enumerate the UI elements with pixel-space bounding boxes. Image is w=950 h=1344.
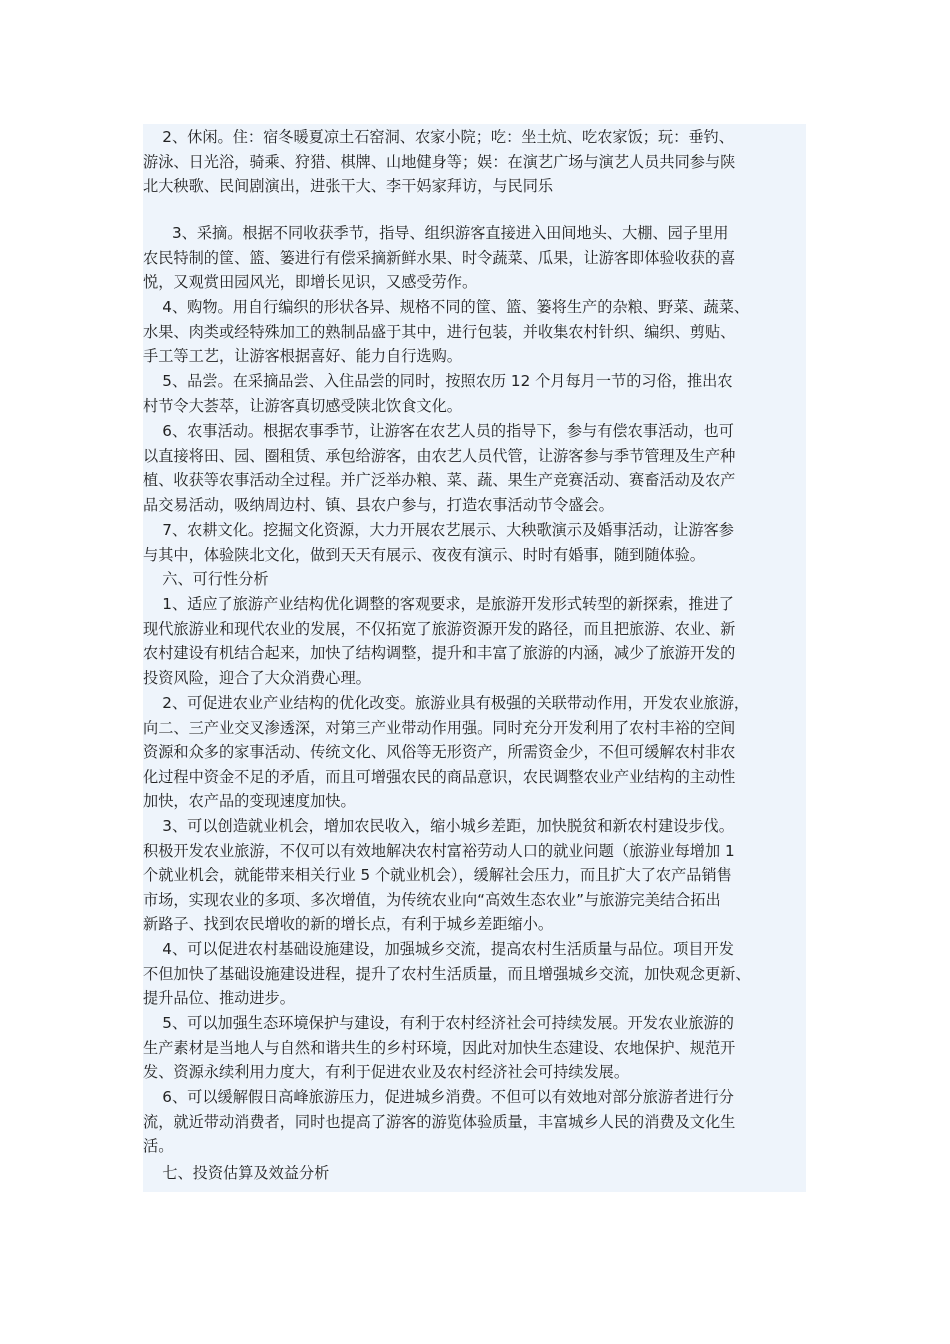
text-line: 5、可以加强生态环境保护与建设，有利于农村经济社会可持续发展。开发农业旅游的 xyxy=(143,1014,734,1032)
text-line: 2、休闲。住：宿冬暖夏凉土石窑洞、农家小院；吃：坐土炕、吃农家饭；玩：垂钓、 xyxy=(143,128,734,146)
text-line: 4、购物。用自行编织的形状各异、规格不同的筐、篮、篓将生产的杂粮、野菜、蔬菜、 xyxy=(143,298,750,316)
text-line: 资源和众多的家事活动、传统文化、风俗等无形资产，所需资金少，不但可缓解农村非农 xyxy=(143,743,736,762)
paragraph-feasibility-1 xyxy=(143,592,806,690)
text-line: 个就业机会，就能带来相关行业 5 个就业机会），缓解社会压力，而且扩大了农产品销售 xyxy=(143,866,732,885)
text-line: 提升品位、推动进步。 xyxy=(143,989,295,1008)
text-line: 积极开发农业旅游，不仅可以有效地解决农村富裕劳动人口的就业问题（旅游业每增加 1 xyxy=(143,841,735,860)
text-line: 悦，又观赏田园风光，即增长见识，又感受劳作。 xyxy=(143,273,478,292)
text-line: 3、采摘。根据不同收获季节，指导、组织游客直接进入田间地头、大棚、园子里用 xyxy=(143,224,729,242)
text-line: 流，就近带动消费者，同时也提高了游客的游览体验质量，丰富城乡人民的消费及文化生 xyxy=(143,1112,736,1131)
text-line: 3、可以创造就业机会，增加农民收入，缩小城乡差距，加快脱贫和新农村建设步伐。 xyxy=(143,817,734,835)
paragraph-farming-activities xyxy=(143,419,806,517)
text-line: 六、可行性分析 xyxy=(143,570,269,588)
section-heading-investment xyxy=(143,1161,806,1186)
text-line: 七、投资估算及效益分析 xyxy=(143,1164,330,1182)
text-line: 发、资源永续利用力度大，有利于促进农业及农村经济社会可持续发展。 xyxy=(143,1063,629,1082)
text-line: 手工等工艺，让游客根据喜好、能力自行选购。 xyxy=(143,347,462,366)
paragraph-farming-culture xyxy=(143,518,806,567)
text-line: 向二、三产业交叉渗透深，对第三产业带动作用强。同时充分开发利用了农村丰裕的空间 xyxy=(143,718,736,737)
text-line: 市场，实现农业的多项、多次增值，为传统农业向“高效生态农业”与旅游完美结合拓出 xyxy=(143,890,721,909)
text-line: 村节令大荟萃，让游客真切感受陕北饮食文化。 xyxy=(143,396,462,415)
text-line: 北大秧歌、民间剧演出，进张干大、李干妈家拜访，与民同乐 xyxy=(143,177,554,196)
paragraph-feasibility-2 xyxy=(143,691,806,814)
text-line: 投资风险，迎合了大众消费心理。 xyxy=(143,668,371,687)
text-line: 7、农耕文化。挖掘文化资源，大力开展农艺展示、大秧歌演示及婚事活动，让游客参 xyxy=(143,521,734,539)
text-line: 6、可以缓解假日高峰旅游压力，促进城乡消费。不但可以有效地对部分旅游者进行分 xyxy=(143,1088,734,1106)
text-line: 不但加快了基础设施建设进程，提升了农村生活质量，而且增强城乡交流，加快观念更新、 xyxy=(143,964,751,983)
text-line: 2、可促进农业产业结构的优化改变。旅游业具有极强的关联带动作用，开发农业旅游， xyxy=(143,694,750,712)
text-line: 6、农事活动。根据农事季节，让游客在农艺人员的指导下，参与有偿农事活动，也可 xyxy=(143,422,734,440)
text-line: 农村建设有机结合起来，加快了结构调整，提升和丰富了旅游的内涵，减少了旅游开发的 xyxy=(143,644,736,663)
paragraph-picking xyxy=(143,221,806,295)
text-line: 生产素材是当地人与自然和谐共生的乡村环境，因此对加快生态建设、农地保护、规范开 xyxy=(143,1038,736,1057)
paragraph-feasibility-3 xyxy=(143,814,806,937)
text-line: 1、适应了旅游产业结构优化调整的客观要求，是旅游开发形式转型的新探索，推进了 xyxy=(143,595,734,613)
text-line: 品交易活动，吸纳周边村、镇、县农户参与，打造农事活动节令盛会。 xyxy=(143,495,614,514)
text-line: 水果、肉类或经特殊加工的熟制品盛于其中，进行包装，并收集农村针织、编织、剪贴、 xyxy=(143,322,736,341)
section-heading-feasibility xyxy=(143,567,806,592)
text-line: 4、可以促进农村基础设施建设，加强城乡交流，提高农村生活质量与品位。项目开发 xyxy=(143,940,734,958)
text-line: 植、收获等农事活动全过程。并广泛举办粮、菜、蔬、果生产竞赛活动、赛畜活动及农产 xyxy=(143,471,736,490)
text-line: 与其中，体验陕北文化，做到天天有展示、夜夜有演示、时时有婚事，随到随体验。 xyxy=(143,545,705,564)
text-line: 游泳、日光浴，骑乘、狩猎、棋牌、山地健身等；娱：在演艺广场与演艺人员共同参与陕 xyxy=(143,152,736,171)
paragraph-feasibility-4 xyxy=(143,937,806,1011)
text-line: 现代旅游业和现代农业的发展，不仅拓宽了旅游资源开发的路径，而且把旅游、农业、新 xyxy=(143,619,736,638)
text-line: 活。 xyxy=(143,1137,174,1156)
paragraph-feasibility-5 xyxy=(143,1011,806,1085)
text-line: 以直接将田、园、圈租赁、承包给游客，由农艺人员代管，让游客参与季节管理及生产种 xyxy=(143,446,736,465)
text-line: 加快，农产品的变现速度加快。 xyxy=(143,792,356,811)
text-line: 农民特制的筐、篮、篓进行有偿采摘新鲜水果、时令蔬菜、瓜果，让游客即体验收获的喜 xyxy=(143,248,736,267)
text-line: 化过程中资金不足的矛盾，而且可增强农民的商品意识，农民调整农业产业结构的主动性 xyxy=(143,767,736,786)
paragraph-tasting xyxy=(143,369,806,418)
text-line: 5、品尝。在采摘品尝、入住品尝的同时，按照农历 12 个月每月一节的习俗，推出农 xyxy=(143,372,733,390)
text-line: 新路子、找到农民增收的新的增长点，有利于城乡差距缩小。 xyxy=(143,915,554,934)
paragraph-feasibility-6 xyxy=(143,1085,806,1159)
paragraph-leisure xyxy=(143,125,806,199)
paragraph-shopping xyxy=(143,295,806,369)
